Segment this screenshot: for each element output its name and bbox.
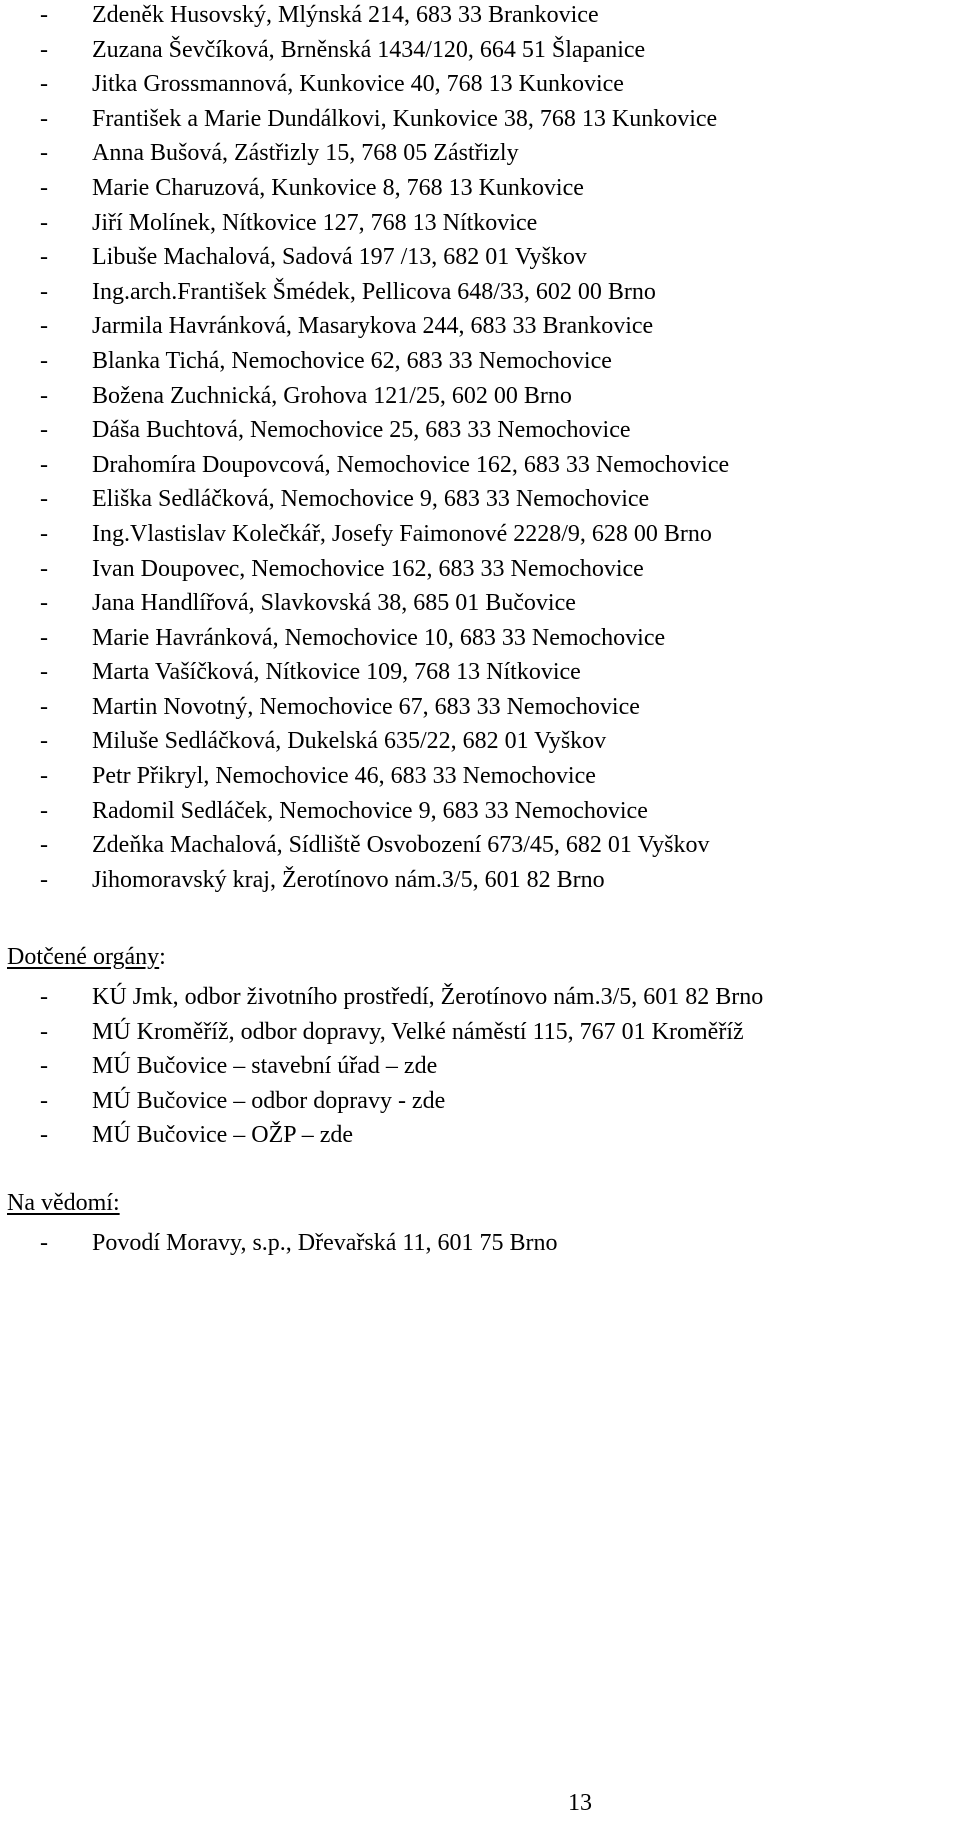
list-dash: - bbox=[40, 1230, 48, 1256]
recipient-entry: František a Marie Dundálkovi, Kunkovice 38, 768 13 Kunkovice bbox=[92, 105, 718, 132]
list-dash: - bbox=[40, 984, 48, 1010]
recipient-entry: Marie Charuzová, Kunkovice 8, 768 13 Kunkovice bbox=[92, 174, 584, 201]
authority-entry: MÚ Bučovice – stavební úřad – zde bbox=[92, 1053, 438, 1080]
recipient-entry: Dáša Buchtová, Nemochovice 25, 683 33 Nemochovice bbox=[92, 417, 631, 444]
list-dash: - bbox=[40, 2, 48, 28]
recipient-entry: Miluše Sedláčková, Dukelská 635/22, 682 01 Vyškov bbox=[92, 728, 607, 755]
list-dash: - bbox=[40, 520, 48, 547]
for-information-title: Na vědomí: bbox=[7, 1190, 120, 1216]
recipient-entry: Anna Bušová, Zástřizly 15, 768 05 Zástřizly bbox=[92, 140, 519, 167]
list-dash: - bbox=[40, 659, 48, 686]
list-dash: - bbox=[40, 105, 48, 132]
recipient-entry: Zdeňka Machalová, Sídliště Osvobození 673/45, 682 01 Vyškov bbox=[92, 832, 710, 859]
list-item bbox=[40, 102, 729, 137]
list-dash: - bbox=[40, 278, 48, 305]
list-item bbox=[40, 759, 729, 794]
recipient-entry: Ing.arch.František Šmédek, Pellicova 648/33, 602 00 Brno bbox=[92, 278, 656, 305]
recipient-entry: Ivan Doupovec, Nemochovice 162, 683 33 Nemochovice bbox=[92, 555, 644, 582]
list-item bbox=[40, 1084, 763, 1119]
list-dash: - bbox=[40, 832, 48, 859]
list-item bbox=[40, 828, 729, 863]
list-dash: - bbox=[40, 624, 48, 651]
list-dash: - bbox=[40, 313, 48, 340]
for-information-heading bbox=[7, 1186, 120, 1221]
affected-authorities-list bbox=[40, 980, 763, 1153]
list-dash: - bbox=[40, 417, 48, 444]
list-item bbox=[40, 586, 729, 621]
recipient-entry: Radomil Sedláček, Nemochovice 9, 683 33 Nemochovice bbox=[92, 797, 648, 824]
list-item bbox=[40, 448, 729, 483]
list-dash: - bbox=[40, 244, 48, 271]
recipient-entry: Libuše Machalová, Sadová 197 /13, 682 01 Vyškov bbox=[92, 244, 587, 271]
list-item bbox=[40, 413, 729, 448]
recipient-entry: Božena Zuchnická, Grohova 121/25, 602 00 Brno bbox=[92, 382, 572, 409]
list-dash: - bbox=[40, 486, 48, 513]
list-item bbox=[40, 275, 729, 310]
recipient-entry: Drahomíra Doupovcová, Nemochovice 162, 683 33 Nemochovice bbox=[92, 451, 730, 478]
list-dash: - bbox=[40, 866, 48, 893]
list-dash: - bbox=[40, 797, 48, 824]
list-dash: - bbox=[40, 71, 48, 98]
list-dash: - bbox=[40, 382, 48, 409]
recipient-entry: Marie Havránková, Nemochovice 10, 683 33 Nemochovice bbox=[92, 624, 666, 651]
list-dash: - bbox=[40, 174, 48, 201]
list-dash: - bbox=[40, 590, 48, 617]
affected-authorities-title: Dotčené orgány bbox=[7, 944, 160, 970]
recipient-entry: Jiří Molínek, Nítkovice 127, 768 13 Nítkovice bbox=[92, 209, 538, 236]
list-item bbox=[40, 1118, 763, 1153]
recipient-entry: Jihomoravský kraj, Žerotínovo nám.3/5, 601 82 Brno bbox=[92, 866, 605, 893]
affected-authorities-colon: : bbox=[159, 944, 166, 970]
list-item bbox=[40, 171, 729, 206]
list-item bbox=[40, 0, 729, 33]
list-item bbox=[40, 136, 729, 171]
recipient-entry: Zdeněk Husovský, Mlýnská 214, 683 33 Brankovice bbox=[92, 2, 599, 28]
affected-authorities-heading bbox=[7, 940, 166, 975]
list-item bbox=[40, 33, 729, 68]
list-item bbox=[40, 863, 729, 898]
list-item bbox=[40, 309, 729, 344]
recipient-entry: Marta Vašíčková, Nítkovice 109, 768 13 Nítkovice bbox=[92, 659, 581, 686]
list-item bbox=[40, 517, 729, 552]
list-dash: - bbox=[40, 36, 48, 63]
list-item bbox=[40, 724, 729, 759]
authority-entry: MÚ Bučovice – odbor dopravy - zde bbox=[92, 1087, 446, 1114]
recipient-entry: Martin Novotný, Nemochovice 67, 683 33 Nemochovice bbox=[92, 693, 640, 720]
list-dash: - bbox=[40, 209, 48, 236]
recipient-entry: Jarmila Havránková, Masarykova 244, 683 33 Brankovice bbox=[92, 313, 654, 340]
list-item bbox=[40, 552, 729, 587]
list-item bbox=[40, 980, 763, 1015]
page-number: 13 bbox=[568, 1790, 592, 1816]
recipient-entry: Zuzana Ševčíková, Brněnská 1434/120, 664 51 Šlapanice bbox=[92, 36, 646, 63]
recipient-entry: Jitka Grossmannová, Kunkovice 40, 768 13 Kunkovice bbox=[92, 71, 624, 98]
list-dash: - bbox=[40, 347, 48, 374]
list-item bbox=[40, 67, 729, 102]
list-item bbox=[40, 344, 729, 379]
authority-entry: KÚ Jmk, odbor životního prostředí, Žerotínovo nám.3/5, 601 82 Brno bbox=[92, 984, 764, 1010]
list-dash: - bbox=[40, 763, 48, 790]
recipient-entry: Petr Přikryl, Nemochovice 46, 683 33 Nemochovice bbox=[92, 763, 596, 790]
recipient-list bbox=[40, 0, 729, 897]
list-item bbox=[40, 1226, 558, 1261]
recipient-entry: Blanka Tichá, Nemochovice 62, 683 33 Nemochovice bbox=[92, 347, 612, 374]
recipient-entry: Jana Handlířová, Slavkovská 38, 685 01 Bučovice bbox=[92, 590, 576, 617]
authority-entry: MÚ Bučovice – OŽP – zde bbox=[92, 1122, 354, 1149]
list-dash: - bbox=[40, 693, 48, 720]
authority-entry: MÚ Kroměříž, odbor dopravy, Velké náměstí 115, 767 01 Kroměříž bbox=[92, 1018, 744, 1045]
list-item bbox=[40, 379, 729, 414]
list-item bbox=[40, 206, 729, 241]
list-item bbox=[40, 794, 729, 829]
for-information-list bbox=[40, 1226, 558, 1261]
information-entry: Povodí Moravy, s.p., Dřevařská 11, 601 75 Brno bbox=[92, 1230, 558, 1256]
list-item bbox=[40, 1049, 763, 1084]
list-dash: - bbox=[40, 140, 48, 167]
list-item bbox=[40, 482, 729, 517]
list-dash: - bbox=[40, 1087, 48, 1114]
list-dash: - bbox=[40, 555, 48, 582]
list-item bbox=[40, 1015, 763, 1050]
list-item bbox=[40, 690, 729, 725]
list-dash: - bbox=[40, 1018, 48, 1045]
list-dash: - bbox=[40, 1122, 48, 1149]
list-item bbox=[40, 655, 729, 690]
list-item bbox=[40, 621, 729, 656]
recipient-entry: Ing.Vlastislav Kolečkář, Josefy Faimonové 2228/9, 628 00 Brno bbox=[92, 520, 712, 547]
list-item bbox=[40, 240, 729, 275]
list-dash: - bbox=[40, 728, 48, 755]
list-dash: - bbox=[40, 1053, 48, 1080]
recipient-entry: Eliška Sedláčková, Nemochovice 9, 683 33 Nemochovice bbox=[92, 486, 650, 513]
list-dash: - bbox=[40, 451, 48, 478]
